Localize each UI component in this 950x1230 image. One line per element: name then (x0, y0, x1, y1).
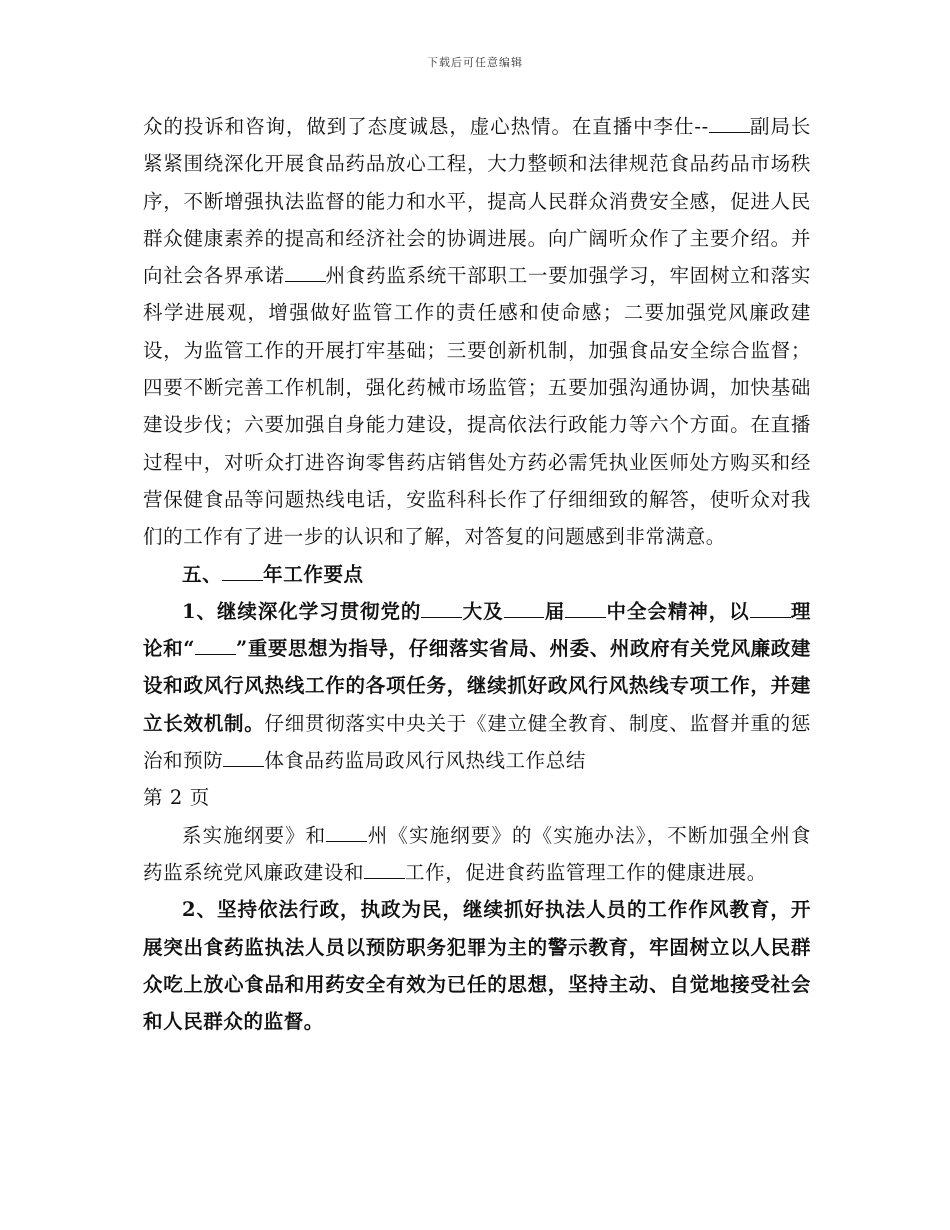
text-run: 大及 (462, 599, 504, 623)
blank-underline (750, 598, 791, 618)
text-run: 1、继续深化学习贯彻党的 (182, 599, 422, 623)
text-run: 理论和“ (143, 599, 811, 661)
blank-underline (364, 859, 405, 879)
blank-underline (421, 598, 462, 618)
paragraph-point-1 (143, 593, 811, 779)
blank-underline (504, 598, 545, 618)
text-run: 系实施纲要》和 (182, 823, 327, 847)
page-number-marker: 第 2 页 (143, 786, 210, 810)
blank-underline (565, 598, 606, 618)
text-run: 工作，促进食药监管理工作的健康进展。 (405, 860, 767, 884)
paragraph-point-2: 2、坚持依法行政，执政为民，继续抓好执法人员的工作作风教育，开展突出食药监执法人员以预防职务犯罪为主的警示教育，牢固树立以人民群众吃上放心食品和用药安全有效为已任的思想，坚持主动、自觉地接受社会和人民群众的监督。 (143, 898, 811, 1034)
text-run: 州《实施纲要》的《实施办法》，不断加强全州食药监系统党风廉政建设和 (143, 823, 812, 884)
paragraph-hotline-broadcast (143, 108, 811, 556)
page-header: 下载后可任意编辑 (427, 56, 523, 69)
text-run: 中全会精神，以 (606, 599, 750, 623)
text-run: 体食品药监局政风行风热线工作总结 (264, 749, 586, 773)
blank-underline (223, 748, 264, 768)
text-run: ”重要思想为指导，仔细落实省局、州委、州政府有关党风廉政建设和政风行风热线工作的各项任务，继续抓好政风行风热线专项工作，并建立长效机制。 (143, 637, 811, 735)
blank-underline (195, 636, 236, 656)
section-heading-work-points (143, 556, 811, 593)
blank-underline (709, 113, 750, 133)
text-run: 众的投诉和咨询，做到了态度诚恳，虚心热情。在直播中李仕-- (143, 115, 709, 138)
blank-underline (326, 822, 367, 842)
blank-underline (222, 561, 263, 581)
paragraph-continued (143, 817, 811, 892)
heading-number: 五、 (182, 562, 223, 586)
text-run: 仔细贯彻落实中央关于《建立健全教育、制度、监督并重的惩治和预防 (143, 711, 811, 773)
text-run: 副局长紧紧围绕深化开展食品药品放心工程，大力整顿和法律规范食品药品市场秩序，不断增强执法监督的能力和水平，提高人民群众消费安全感，促进人民群众健康素养的提高和经济社会的协调进展。向广阔听众作了主要介绍。并向社会各界承诺 (143, 115, 812, 288)
document-body (143, 108, 811, 1040)
text-run: 州食药监系统干部职工一要加强学习，牢固树立和落实科学进展观，增强做好监管工作的责任感和使命感；二要加强党风廉政建设，为监管工作的开展打牢基础；三要创新机制，加强食品安全综合监督；四要不断完善工作机制，强化药械市场监管；五要加强沟通协调，加快基础建设步伐；六要加强自身能力建设，提高依法行政能力等六个方面。在直播过程中，对听众打进咨询零售药店销售处方药必需凭执业医师处方购买和经营保健食品等问题热线电话，安监科科长作了仔细细致的解答，使听众对我们的工作有了进一步的认识和了解，对答复的问题感到非常满意。 (143, 264, 811, 549)
blank-underline (285, 263, 326, 283)
text-run: 届 (544, 599, 566, 623)
heading-text: 年工作要点 (263, 562, 364, 586)
